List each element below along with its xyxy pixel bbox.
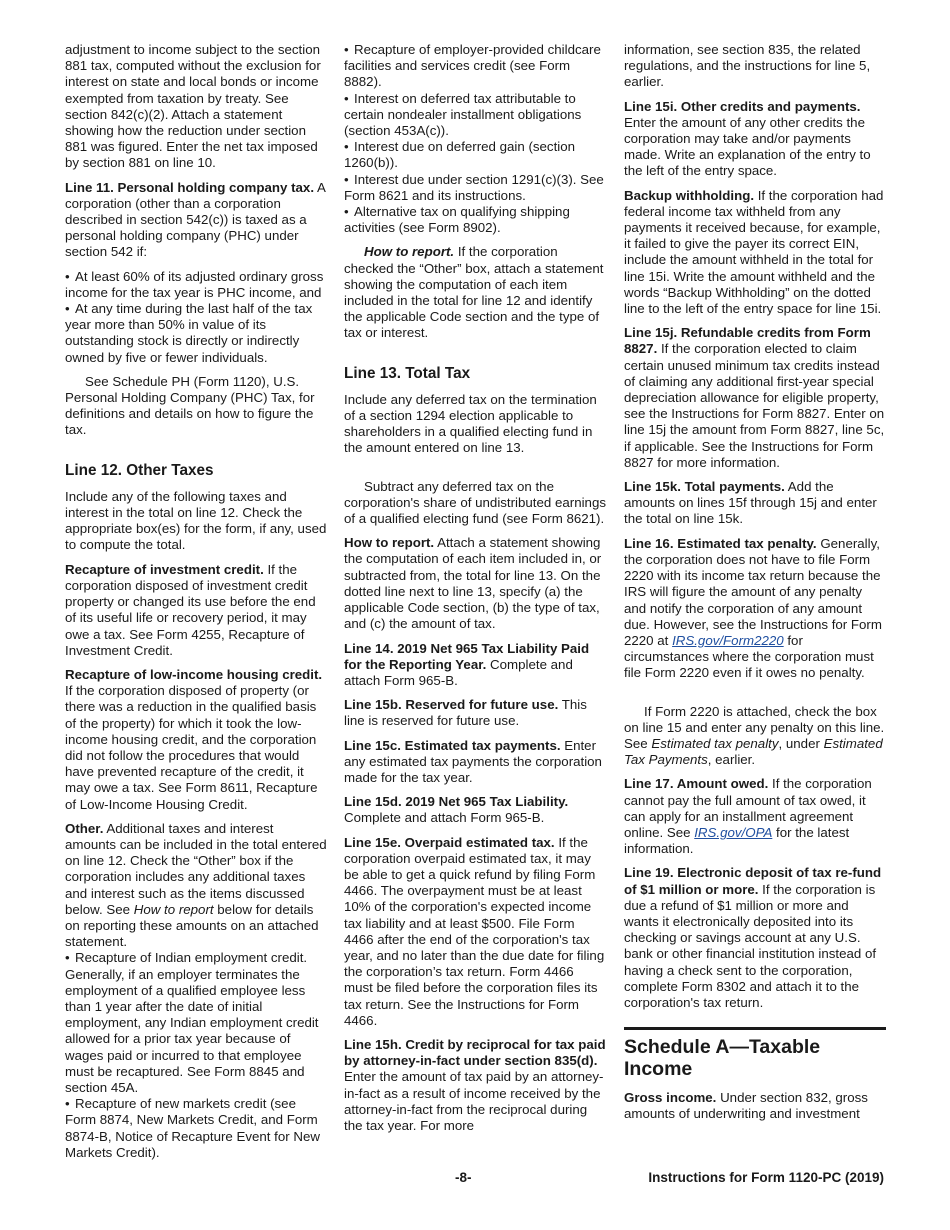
how-to-report-paragraph: How to report. If the corporation checked the “Other” box, attach a statement showing the computation of each item included in the total for line 12 and identify the applicable Code section and the type of tax or interest.	[344, 244, 604, 341]
paragraph: Subtract any deferred tax on the corporation's share of undistributed earnings of a qualified electing fund (see Form 8621).	[344, 478, 606, 527]
form-2220-link[interactable]: IRS.gov/Form2220	[672, 632, 784, 648]
line-19-paragraph: Line 19. Electronic deposit of tax re-fund of $1 million or more. If the corporation is due a refund of $1 million or more and wants it electronically deposited into its checking or savings account at any U.S. bank or other financial institution instead of having a check sent to the corporation, complete Form 8302 and attach it to the corporation's tax return.	[624, 865, 882, 1010]
other-paragraph: Other. Additional taxes and interest amounts can be included in the total entered on line 12. Check the “Other” box if the corporation includes any additional taxes and interest such as the items discussed below. See How to report below for details on reporting these amounts on an attached statement.	[65, 820, 327, 950]
line-12-title: Line 12. Other Taxes	[65, 461, 214, 479]
line-11-paragraph: Line 11. Personal holding company tax. A corporation (other than a corporation described in section 542(c)) is taxed as a personal holding company (PHC) under section 542 if:	[65, 179, 326, 260]
line-14-paragraph: Line 14. 2019 Net 965 Tax Liability Paid for the Reporting Year. Complete and attach Form 965-B.	[344, 640, 590, 688]
schedule-a-title: Schedule A—Taxable Income	[624, 1027, 886, 1080]
bullet-item: • Recapture of employer-provided childcare facilities and services credit (see Form 8882).	[344, 42, 606, 91]
column-middle	[344, 42, 606, 1142]
line-15c-paragraph: Line 15c. Estimated tax payments. Enter any estimated tax payments the corporation made for the tax year.	[344, 737, 602, 785]
paragraph: adjustment to income subject to the section 881 tax, computed without the exclusion for interest on state and local bonds or income exempted from taxation by treaty. See section 842(c)(2). Attach a statement showing how the reduction under section 881 was figured. Enter the net tax imposed by section 881 on line 10.	[65, 42, 321, 171]
line-15h-paragraph: Line 15h. Credit by reciprocal for tax paid by attorney-in-fact under section 835(d). Enter the amount of tax paid by an attorney-in-fact as a result of income received by the attorney-in-fact from the reciprocal during the tax year. For more	[344, 1036, 606, 1133]
opa-link[interactable]: IRS.gov/OPA	[694, 824, 773, 840]
recapture-low-income-paragraph: Recapture of low-income housing credit. If the corporation disposed of property (or there was a reduction in the qualified basis of the property) for which it took the low-income housing credit, and the corporation did not follow the procedures that would have prevented recapture of the credit, it may owe a tax. See Form 8611, Recapture of Low-Income Housing Credit.	[65, 666, 323, 812]
paragraph: information, see section 835, the related regulations, and the instructions for line 5, earlier.	[624, 42, 871, 90]
paragraph: See Schedule PH (Form 1120), U.S. Personal Holding Company (PHC) Tax, for definitions and details on how to figure the tax.	[65, 373, 315, 438]
footer-title: Instructions for Form 1120-PC (2019)	[648, 1170, 884, 1185]
line-15d-paragraph: Line 15d. 2019 Net 965 Tax Liability. Complete and attach Form 965-B.	[344, 794, 569, 826]
line-15i-paragraph: Line 15i. Other credits and payments. Enter the amount of any other credits the corporation may take and/or payments made. Write an explanation of the entry to the left of the entry space.	[624, 98, 871, 179]
line-16-paragraph: Line 16. Estimated tax penalty. Generally, the corporation does not have to file Form 2220 with its income tax return because the IRS will figure the amount of any penalty and notify the corporation of any amount due. However, see the Instructions for Form 2220 at IRS.gov/Form2220 for circumstances where the corporation must file Form 2220 even if it owes no penalty.	[624, 535, 882, 681]
gross-income-paragraph: Gross income. Under section 832, gross amounts of underwriting and investment	[624, 1090, 868, 1122]
bullet-item: • Interest due on deferred gain (section 1260(b)).	[344, 139, 606, 171]
line-17-paragraph: Line 17. Amount owed. If the corporation cannot pay the full amount of tax owed, it can apply for an installment agreement online. See IRS.gov/OPA for the latest information.	[624, 776, 872, 857]
page-number: -8-	[455, 1170, 472, 1185]
backup-withholding-paragraph: Backup withholding. If the corporation had federal income tax withheld from any payments it received because, for example, it failed to give the payer its correct EIN, include the amount withheld in the total for line 15i. Write the amount withheld and the words “Backup Withholding” on the dotted line to the left of the entry space for line 15i.	[624, 187, 884, 317]
paragraph: If Form 2220 is attached, check the box on line 15 and enter any penalty on this line. See Estimated tax penalty, under Estimated Tax Payments, earlier.	[624, 703, 885, 768]
line-15k-paragraph: Line 15k. Total payments. Add the amounts on lines 15f through 15j and enter the total on line 15k.	[624, 479, 877, 527]
line-13-title: Line 13. Total Tax	[344, 364, 471, 382]
bullet-item: • Recapture of new markets credit (see Form 8874, New Markets Credit, and Form 8874-B, Notice of Recapture Event for New Markets Credit).	[65, 1096, 327, 1161]
column-right	[624, 42, 886, 1131]
line-15b-paragraph: Line 15b. Reserved for future use. This line is reserved for future use.	[344, 697, 587, 729]
bullet-item: • At any time during the last half of the tax year more than 50% in value of its outstanding stock is directly or indirectly owned by five or fewer individuals.	[65, 301, 327, 366]
bullet-item: • Interest on deferred tax attributable to certain nondealer installment obligations (section 453A(c)).	[344, 91, 606, 140]
how-to-report-paragraph: How to report. Attach a statement showing the computation of each item included in, or subtracted from, the total for line 13. On the dotted line next to line 13, specify (a) the applicable Code section, (b) the type of tax, and (c) the amount of tax.	[344, 535, 602, 632]
column-left	[65, 42, 327, 1169]
paragraph: Include any deferred tax on the termination of a section 1294 election applicable to shareholders in a qualified electing fund in the amount entered on line 13.	[344, 391, 597, 456]
bullet-item: • At least 60% of its adjusted ordinary gross income for the tax year is PHC income, and	[65, 269, 327, 301]
line-11-heading: Line 11. Personal holding company tax.	[65, 179, 315, 195]
recapture-investment-paragraph: Recapture of investment credit. If the corporation disposed of investment credit property or changed its use before the end of its useful life or recovery period, it may owe a tax. See Form 4255, Recapture of Investment Credit.	[65, 561, 316, 658]
line-15e-paragraph: Line 15e. Overpaid estimated tax. If the corporation overpaid estimated tax, it may be able to get a quick refund by filing Form 4466. The overpayment must be at least 10% of the corporation's expected income tax liability and at least $500. File Form 4466 after the end of the corporation's tax year, and no later than the due date for filing the corporation’s tax return. Form 4466 must be filed before the corporation files its tax return. See the Instructions for Form 4466.	[344, 834, 605, 1028]
paragraph: Include any of the following taxes and interest in the total on line 12. Check the appropriate box(es) for the form, if any, used to compute the total.	[65, 488, 327, 553]
bullet-item: • Recapture of Indian employment credit. Generally, if an employer terminates the employment of a qualified employee less than 1 year after the date of initial employment, any Indian employment credit allowed for a prior tax year because of wages paid or incurred to that employee must be recaptured. See Form 8845 and section 45A.	[65, 950, 327, 1096]
bullet-item: • Interest due under section 1291(c)(3). See Form 8621 and its instructions.	[344, 172, 606, 204]
bullet-item: • Alternative tax on qualifying shipping activities (see Form 8902).	[344, 204, 606, 236]
line-15j-paragraph: Line 15j. Refundable credits from Form 8827. If the corporation elected to claim certain unused minimum tax credits instead of claiming any additional first-year special depreciation allowance for eligible property, see the Instructions for Form 8827. Enter on line 15j the amount from Form 8827, line 5c, if applicable. See the Instructions for Form 8827 for more information.	[624, 325, 885, 470]
